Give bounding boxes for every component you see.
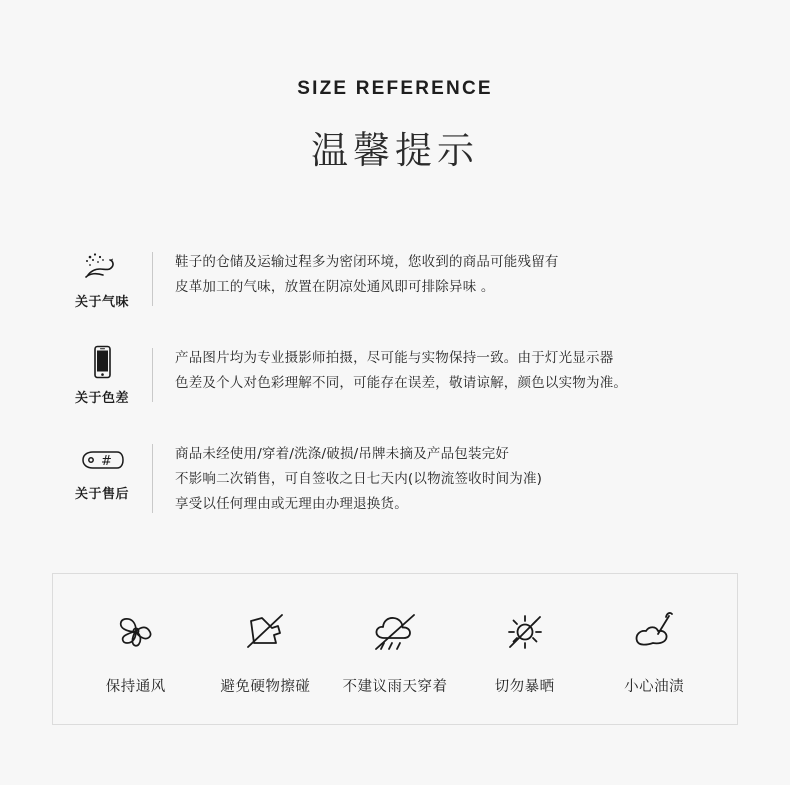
notice-line: 色差及个人对色彩理解不同，可能存在误差，敬请谅解，颜色以实物为准。 [175, 375, 628, 391]
no-sun-icon [460, 603, 590, 661]
page-title-cn: 温馨提示 [311, 129, 479, 172]
notice-line: 不影响二次销售，可自签收之日七天内(以物流签收时间为准) [175, 471, 543, 487]
notice-text [153, 344, 627, 396]
oil-stain-icon [589, 603, 719, 661]
care-item [460, 603, 590, 696]
care-label: 小心油渍 [624, 678, 685, 695]
care-item [71, 603, 201, 696]
care-label: 保持通风 [105, 678, 166, 695]
svg-text:#: # [101, 454, 112, 469]
notice-line: 商品未经使用/穿着/洗涤/破损/吊牌未摘及产品包装完好 [175, 446, 510, 462]
notice-row [52, 344, 740, 406]
notice-line: 产品图片均为专业摄影师拍摄，尽可能与实物保持一致。由于灯光显示器 [175, 350, 614, 366]
notice-icon-column [52, 248, 152, 310]
notice-line: 享受以任何理由或无理由办理退换货。 [175, 496, 408, 512]
care-item-list [53, 574, 737, 724]
phone-icon [52, 346, 152, 382]
notice-row [52, 248, 740, 310]
header [0, 0, 790, 174]
notice-line: 皮革加工的气味，放置在阴凉处通风即可排除异味 。 [175, 279, 495, 295]
notice-text [153, 440, 542, 517]
notice-line: 鞋子的仓储及运输过程多为密闭环境，您收到的商品可能残留有 [175, 254, 559, 270]
tag-icon [52, 442, 152, 478]
care-label: 切勿暴晒 [494, 678, 555, 695]
odor-icon [52, 250, 152, 286]
ventilation-fan-icon [71, 603, 201, 661]
care-label: 不建议雨天穿着 [342, 678, 448, 695]
page-title-en: SIZE REFERENCE [297, 78, 493, 99]
notice-list [0, 248, 790, 517]
care-item [589, 603, 719, 696]
care-instructions-panel [52, 573, 738, 725]
notice-label: 关于色差 [74, 391, 129, 406]
no-hard-scratch-icon [201, 603, 331, 661]
notice-label: 关于售后 [74, 487, 129, 502]
no-rain-icon [330, 603, 460, 661]
notice-icon-column [52, 440, 152, 502]
care-item [330, 603, 460, 696]
notice-row [52, 440, 740, 517]
care-item [201, 603, 331, 696]
care-label: 避免硬物擦碰 [220, 678, 311, 695]
notice-icon-column [52, 344, 152, 406]
notice-text [153, 248, 559, 300]
notice-label: 关于气味 [74, 295, 129, 310]
